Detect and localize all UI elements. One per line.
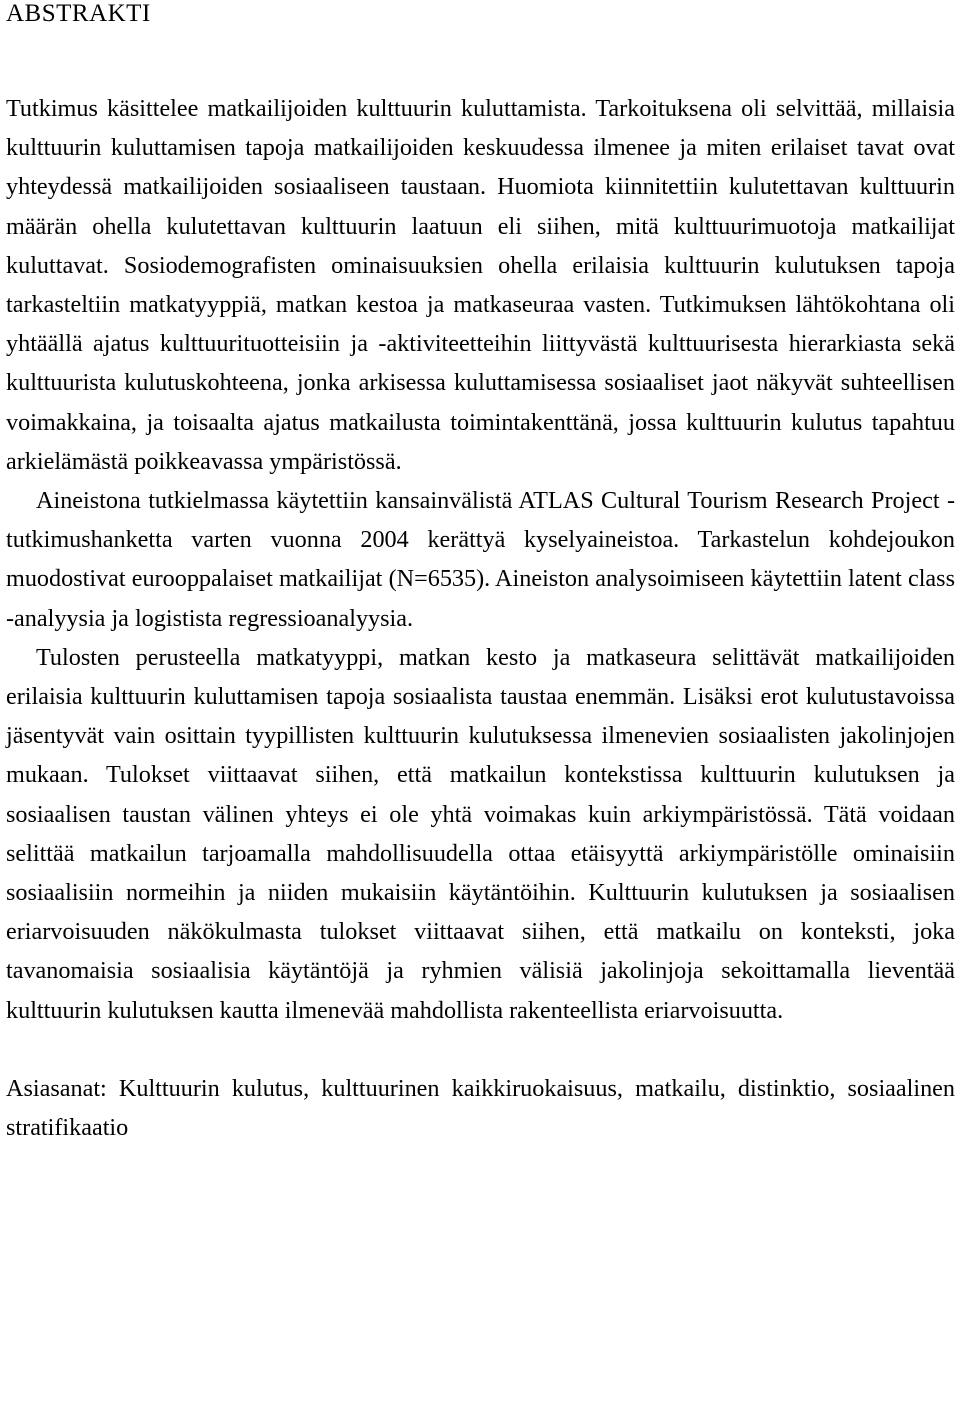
abstract-paragraph-1: Tutkimus käsittelee matkailijoiden kulttuurin kuluttamista. Tarkoituksena oli selvittää, millaisia kulttuurin kuluttamisen tapoja matkailijoiden keskuudessa ilmenee ja miten erilaiset tavat ovat yhteydessä matkailijoiden sosiaaliseen taustaan. Huomiota kiinnitettiin kulutettavan kulttuurin määrän ohella kulutettavan kulttuurin laatuun eli siihen, mitä kulttuurimuotoja matkailijat kuluttavat. Sosiodemografisten ominaisuuksien ohella erilaisia kulttuurin kulutuksen tapoja tarkasteltiin matkatyyppiä, matkan kestoa ja matkaseuraa vasten. Tutkimuksen lähtökohtana oli yhtäällä ajatus kulttuurituotteisiin ja -aktiviteetteihin liittyvästä kulttuurisesta hierarkiasta sekä kulttuurista kulutuskohteena, jonka arkisessa kuluttamisessa sosiaaliset jaot näkyvät suhteellisen voimakkaina, ja toisaalta ajatus matkailusta toimintakenttänä, jossa kulttuurin kulutus tapahtuu arkielämästä poikkeavassa ympäristössä. [6, 95, 955, 475]
abstract-page [6, 0, 955, 1147]
abstract-paragraph-2: Aineistona tutkielmassa käytettiin kansainvälistä ATLAS Cultural Tourism Research Project -tutkimushanketta varten vuonna 2004 kerättyä kyselyaineistoa. Tarkastelun kohdejoukon muodostivat eurooppalaiset matkailijat (N=6535). Aineiston analysoimiseen käytettiin latent class -analyysia ja logistista regressioanalyysia. [6, 487, 955, 632]
abstract-heading: ABSTRAKTI [6, 0, 151, 27]
abstract-paragraph-3: Tulosten perusteella matkatyyppi, matkan kesto ja matkaseura selittävät matkailijoiden erilaisia kulttuurin kuluttamisen tapoja sosiaalista taustaa enemmän. Lisäksi erot kulutustavoissa jäsentyvät vain osittain tyypillisten kulttuurin kulutuksessa ilmenevien sosiaalisten jakolinjojen mukaan. Tulokset viittaavat siihen, että matkailun kontekstissa kulttuurin kulutuksen ja sosiaalisen taustan välinen yhteys ei ole yhtä voimakas kuin arkiympäristössä. Tätä voidaan selittää matkailun tarjoamalla mahdollisuudella ottaa etäisyyttä arkiympäristölle ominaisiin sosiaalisiin normeihin ja niiden mukaisiin käytäntöihin. Kulttuurin kulutuksen ja sosiaalisen eriarvoisuuden näkökulmasta tulokset viittaavat siihen, että matkailu on konteksti, joka tavanomaisia sosiaalisia käytäntöjä ja ryhmien välisiä jakolinjoja sekoittamalla lieventää kulttuurin kulutuksen kautta ilmenevää mahdollista rakenteellista eriarvoisuutta. [6, 643, 955, 1024]
keywords: Asiasanat: Kulttuurin kulutus, kulttuurinen kaikkiruokaisuus, matkailu, distinktio, sosiaalinen stratifikaatio [6, 1074, 955, 1142]
